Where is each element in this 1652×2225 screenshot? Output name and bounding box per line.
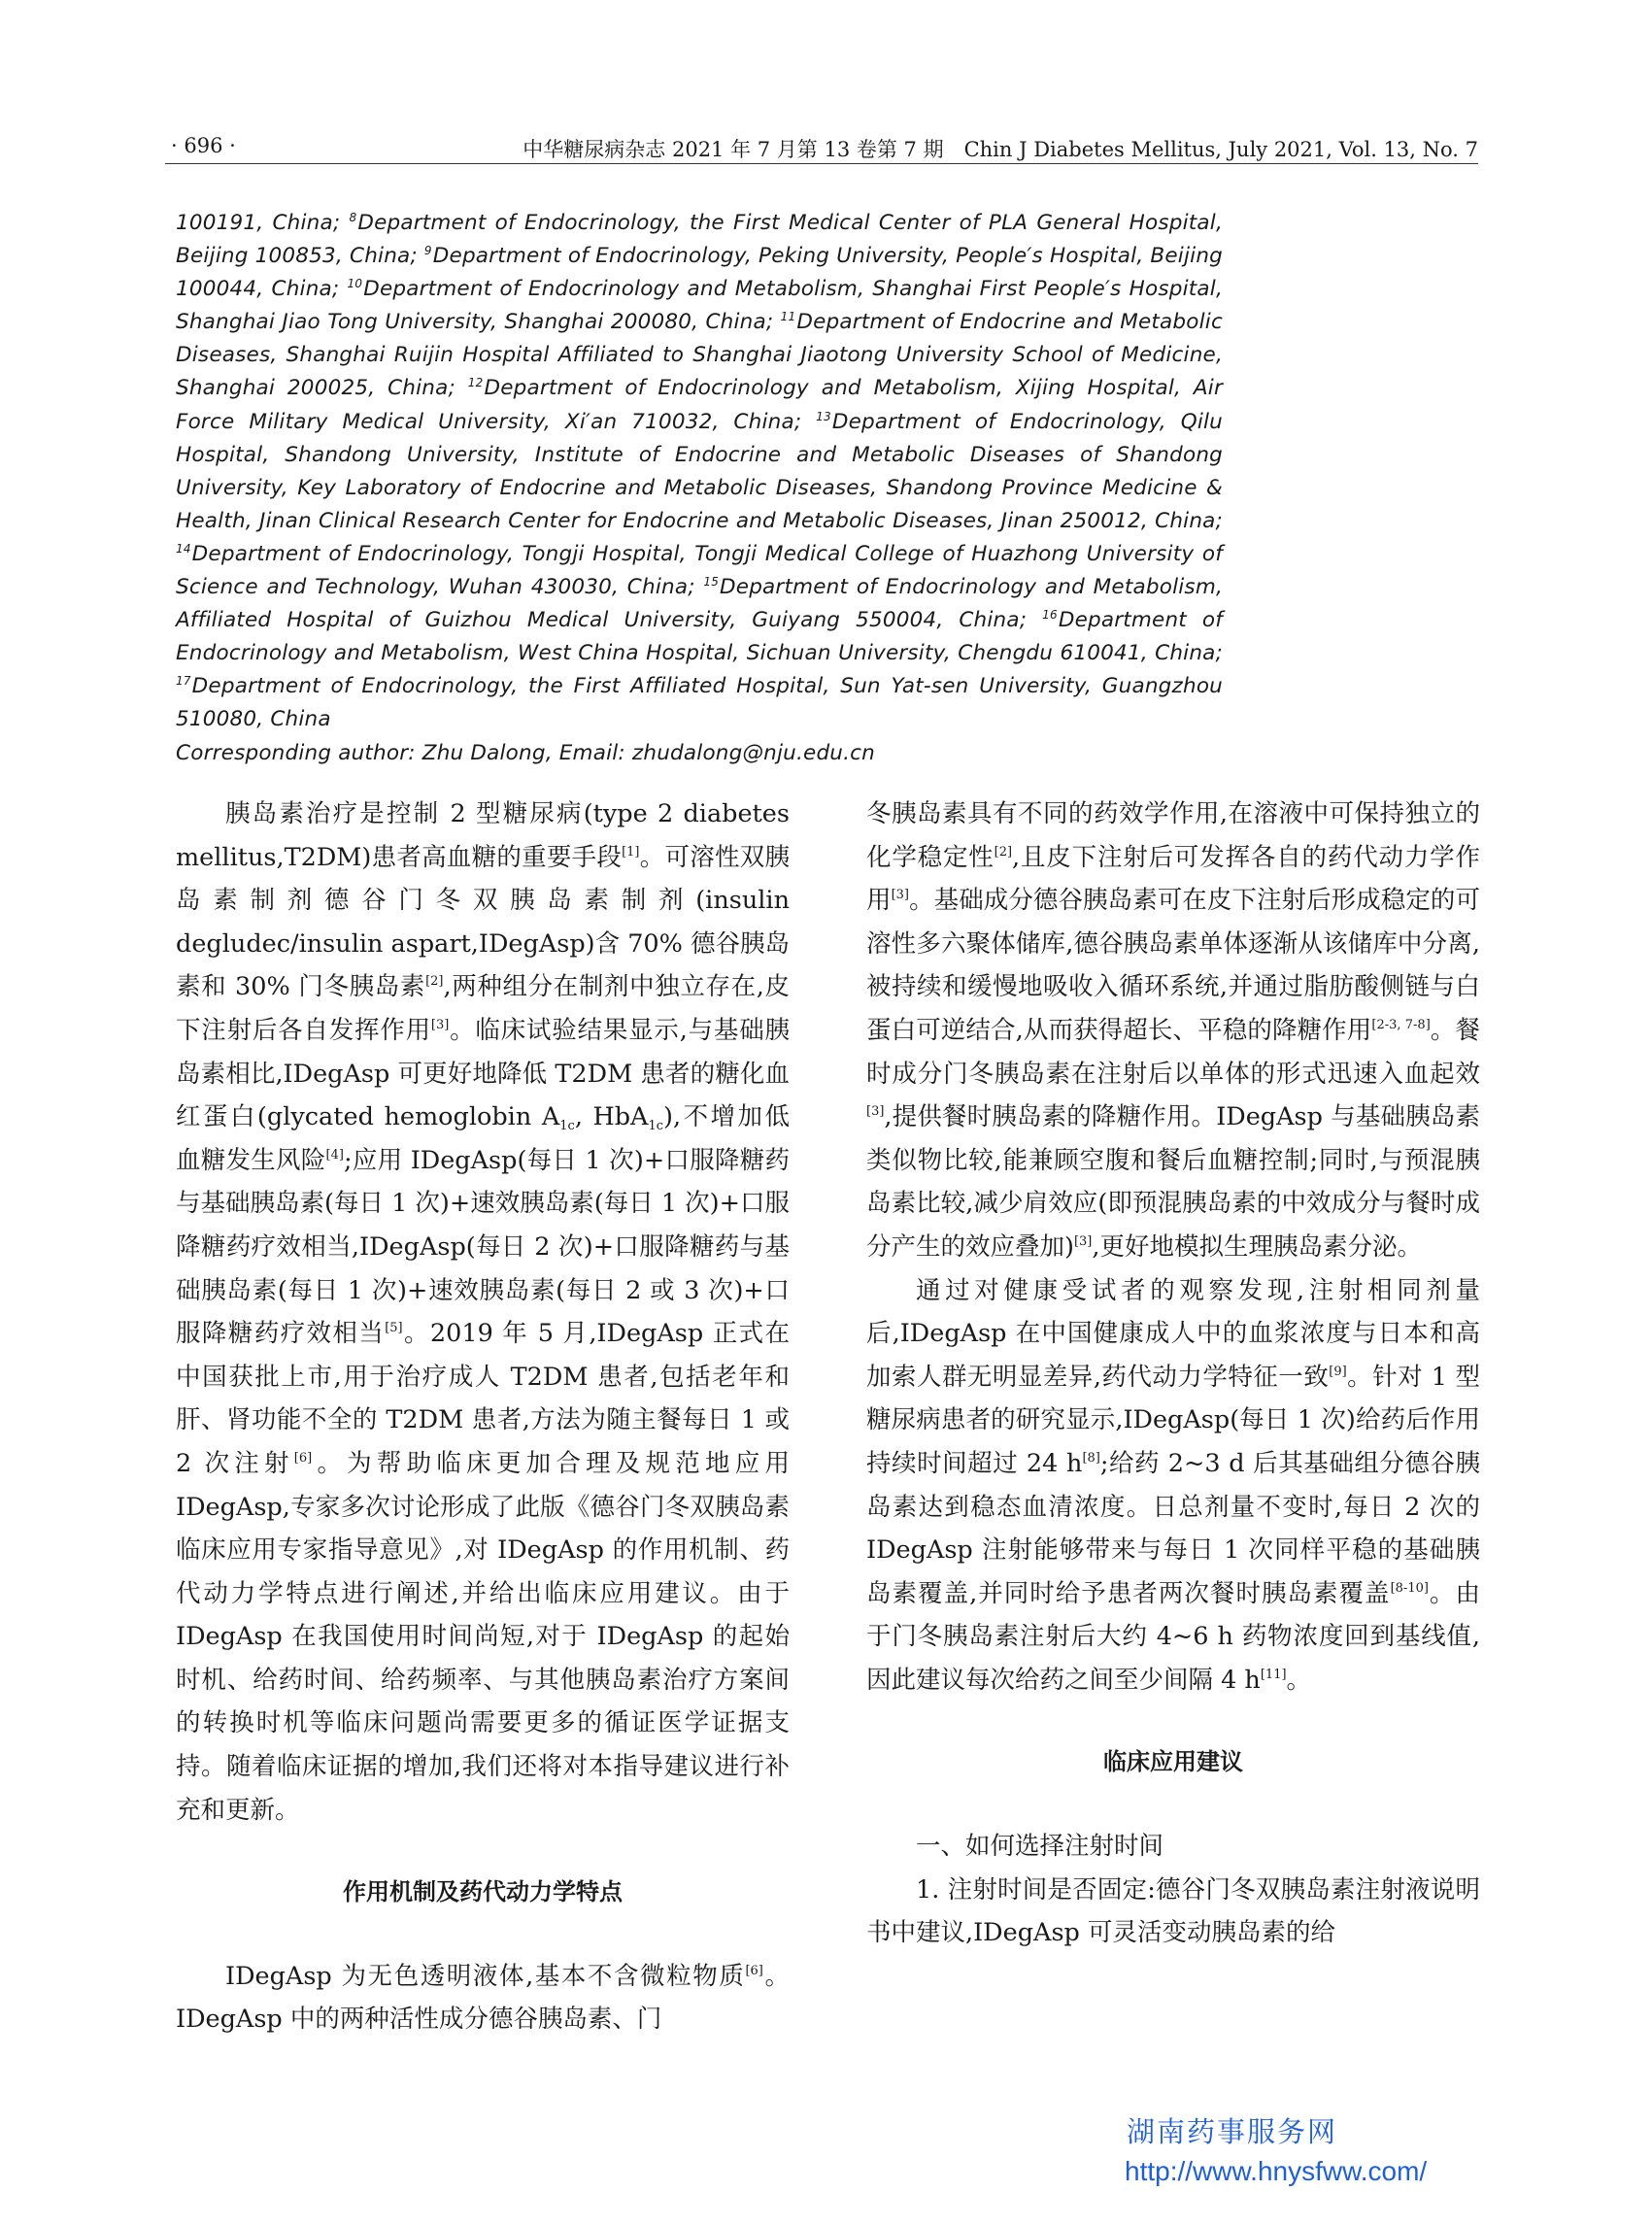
affiliation-text: Department of Endocrinology and Metabolism, West China Hospital, Sichuan University, Chengdu 610041, China; [176,608,1224,666]
citation: [3] [891,888,909,903]
affiliation-text: Department of Endocrinology, Peking University, People′s Hospital, Beijing 100044, China; [176,244,1224,302]
citation: [11] [1260,1667,1287,1682]
affiliations-block [176,207,1223,770]
affiliation-number: 11 [780,310,796,324]
citation: [2] [994,844,1013,860]
pharmacokinetics-paragraph: 通过对健康受试者的观察发现,注射相同剂量后,IDegAsp 在中国健康成人中的血浆浓度与日本和高加索人群无明显差异,药代动力学特征一致[9]。针对 1 型糖尿病患者的研究显示,IDegAsp(每日 1 次)给药后作用持续时间超过 24 h[8];给药 2~3 d 后其基础组分德谷胰岛素达到稳态血清浓度。日总剂量不变时,每日 2 次的 IDegAsp 注射能够带来与每日 1 次同样平稳的基础胰岛素覆盖,并同时给予患者两次餐时胰岛素覆盖[8-10]。由于门冬胰岛素注射后大约 4~6 h 药物浓度回到基线值,因此建议每次给药之间至少间隔 4 h[11]。 [866,1275,1481,1695]
journal-info: 中华糖尿病杂志 2021 年 7 月第 13 卷第 7 期 Chin J Diabetes Mellitus, July 2021, Vol. 13, No. 7 [523,138,1478,161]
affiliation-number: 13 [816,409,831,423]
affiliation-number: 9 [423,244,432,258]
affiliation-number: 17 [176,674,191,689]
affiliation-text: Department of Endocrinology, Qilu Hospital, Shandong University, Institute of Endocrine and Metabolic Diseases of Shandong University, Key Laboratory of Endocrine and Metabolic Diseases, Shandong Province Medicine & Health, Jinan Clinical Research Center for Endocrine and Metabolic Diseases, Jinan 250012, China; [176,409,1223,533]
subscript: 1c [648,1119,664,1134]
right-column [866,792,1480,1955]
citation: [9] [1329,1364,1347,1379]
affiliation-text: 100191, China; [176,211,350,235]
subheading-injection-time: 一、如何选择注射时间 [916,1832,1164,1862]
citation: [2-3, 7-8] [1371,1017,1431,1032]
page-number: · 696 · [171,134,236,157]
watermark-site-name: 湖南药事服务网 [1127,2117,1338,2148]
running-header [165,134,1478,164]
recommendation-paragraph: 1. 注射时间是否固定:德谷门冬双胰岛素注射液说明书中建议,IDegAsp 可灵活变动胰岛素的给 [866,1874,1480,1948]
pharmacodynamics-paragraph: 冬胰岛素具有不同的药效学作用,在溶液中可保持独立的化学稳定性[2],且皮下注射后可发挥各自的药代动力学作用[3]。基础成分德谷胰岛素可在皮下注射后形成稳定的可溶性多六聚体储库,德谷胰岛素单体逐渐从该储库中分离,被持续和缓慢地吸收入循环系统,并通过脂肪酸侧链与白蛋白可逆结合,从而获得超长、平稳的降糖作用[2-3, 7-8]。餐时成分门冬胰岛素在注射后以单体的形式迅速入血起效[3],提供餐时胰岛素的降糖作用。IDegAsp 与基础胰岛素类似物比较,能兼顾空腹和餐后血糖控制;同时,与预混胰岛素比较,减少肩效应(即预混胰岛素的中效成分与餐时成分产生的效应叠加)[3],更好地模拟生理胰岛素分泌。 [866,799,1480,1262]
affiliation-text: Department of Endocrinology, Tongji Hospital, Tongji Medical College of Huazhong University of Science and Technology, Wuhan 430030, China; [176,541,1223,600]
citation: [5] [385,1321,403,1336]
section-heading-mechanism: 作用机制及药代动力学特点 [343,1878,623,1906]
left-column [176,792,790,2041]
mechanism-paragraph: IDegAsp 为无色透明液体,基本不含微粒物质[6]。IDegAsp 中的两种活性成分德谷胰岛素、门 [176,1961,790,2035]
affiliation-text: Department of Endocrinology, the First Affiliated Hospital, Sun Yat-sen University, Guangzhou 510080, China [176,674,1223,732]
citation: [4] [325,1147,344,1163]
citation: [3] [866,1104,885,1120]
affiliation-text: Department of Endocrine and Metabolic Diseases, Shanghai Ruijin Hospital Affiliated to Shanghai Jiaotong University School of Medicine, Shanghai 200025, China; [176,310,1223,401]
affiliation-number: 10 [347,277,363,291]
affiliation-number: 14 [176,541,191,556]
subscript: 1c [559,1119,575,1134]
citation: [8] [1082,1450,1100,1466]
section-heading-recommendations: 临床应用建议 [1103,1748,1243,1776]
watermark-url: http://www.hnysfww.com/ [1125,2156,1428,2186]
affiliation-text: Department of Endocrinology and Metabolism, Affiliated Hospital of Guizhou Medical University, Guiyang 550004, China; [176,575,1223,633]
affiliation-number: 12 [467,376,484,390]
citation: [8-10] [1390,1580,1429,1596]
intro-paragraph: 胰岛素治疗是控制 2 型糖尿病(type 2 diabetes mellitus,T2DM)患者高血糖的重要手段[1]。可溶性双胰岛素制剂德谷门冬双胰岛素制剂(insulin degludec/insulin aspart,IDegAsp)含 70% 德谷胰岛素和 30% 门冬胰岛素[2],两种组分在制剂中独立存在,皮下注射后各自发挥作用[3]。临床试验结果显示,与基础胰岛素相比,IDegAsp 可更好地降低 T2DM 患者的糖化血红蛋白(glycated hemoglobin $A_{1c}$, HbA$_{1c}$),不增加低血糖发生风险[4];应用 IDegAsp(每日 1 次)+口服降糖药与基础胰岛素(每日 1 次)+速效胰岛素(每日 1 次)+口服降糖药疗效相当,IDegAsp(每日 2 次)+口服降糖药与基础胰岛素(每日 1 次)+速效胰岛素(每日 2 或 3 次)+口服降糖药疗效相当[5]。2019 年 5 月,IDegAsp 正式在中国获批上市,用于治疗成人 T2DM 患者,包括老年和肝、肾功能不全的 T2DM 患者,方法为随主餐每日 1 或 2 次注射[6]。为帮助临床更加合理及规范地应用 IDegAsp,专家多次讨论形成了此版《德谷门冬双胰岛素临床应用专家指导意见》,对 IDegAsp 的作用机制、药代动力学特点进行阐述,并给出临床应用建议。由于 IDegAsp 在我国使用时间尚短,对于 IDegAsp 的起始时机、给药时间、给药频率、与其他胰岛素治疗方案间的转换时机等临床问题尚需要更多的循证医学证据支持。随着临床证据的增加,我们还将对本指导建议进行补充和更新。 [176,799,791,1825]
citation: [6] [293,1450,313,1466]
affiliation-number: 15 [703,575,720,590]
citation: [2] [425,974,444,990]
affiliation-number: 8 [349,211,357,224]
affiliation-number: 16 [1042,608,1058,623]
citation: [6] [745,1963,763,1978]
corresponding-author: Corresponding author: Zhu Dalong, Email: zhudalong@nju.edu.cn [176,740,876,765]
watermark [1125,2113,1427,2191]
citation: [1] [622,844,640,860]
citation: [3] [430,1017,450,1032]
citation: [3] [1073,1233,1093,1249]
affiliation-text: Department of Endocrinology and Metabolism, Shanghai First People′s Hospital, Shanghai Jiao Tong University, Shanghai 200080, China; [176,277,1223,335]
affiliation-text: Department of Endocrinology and Metabolism, Xijing Hospital, Air Force Military Medical University, Xi′an 710032, China; [176,376,1223,434]
affiliation-text: Department of Endocrinology, the First Medical Center of PLA General Hospital, Beijing 100853, China; [176,211,1224,269]
